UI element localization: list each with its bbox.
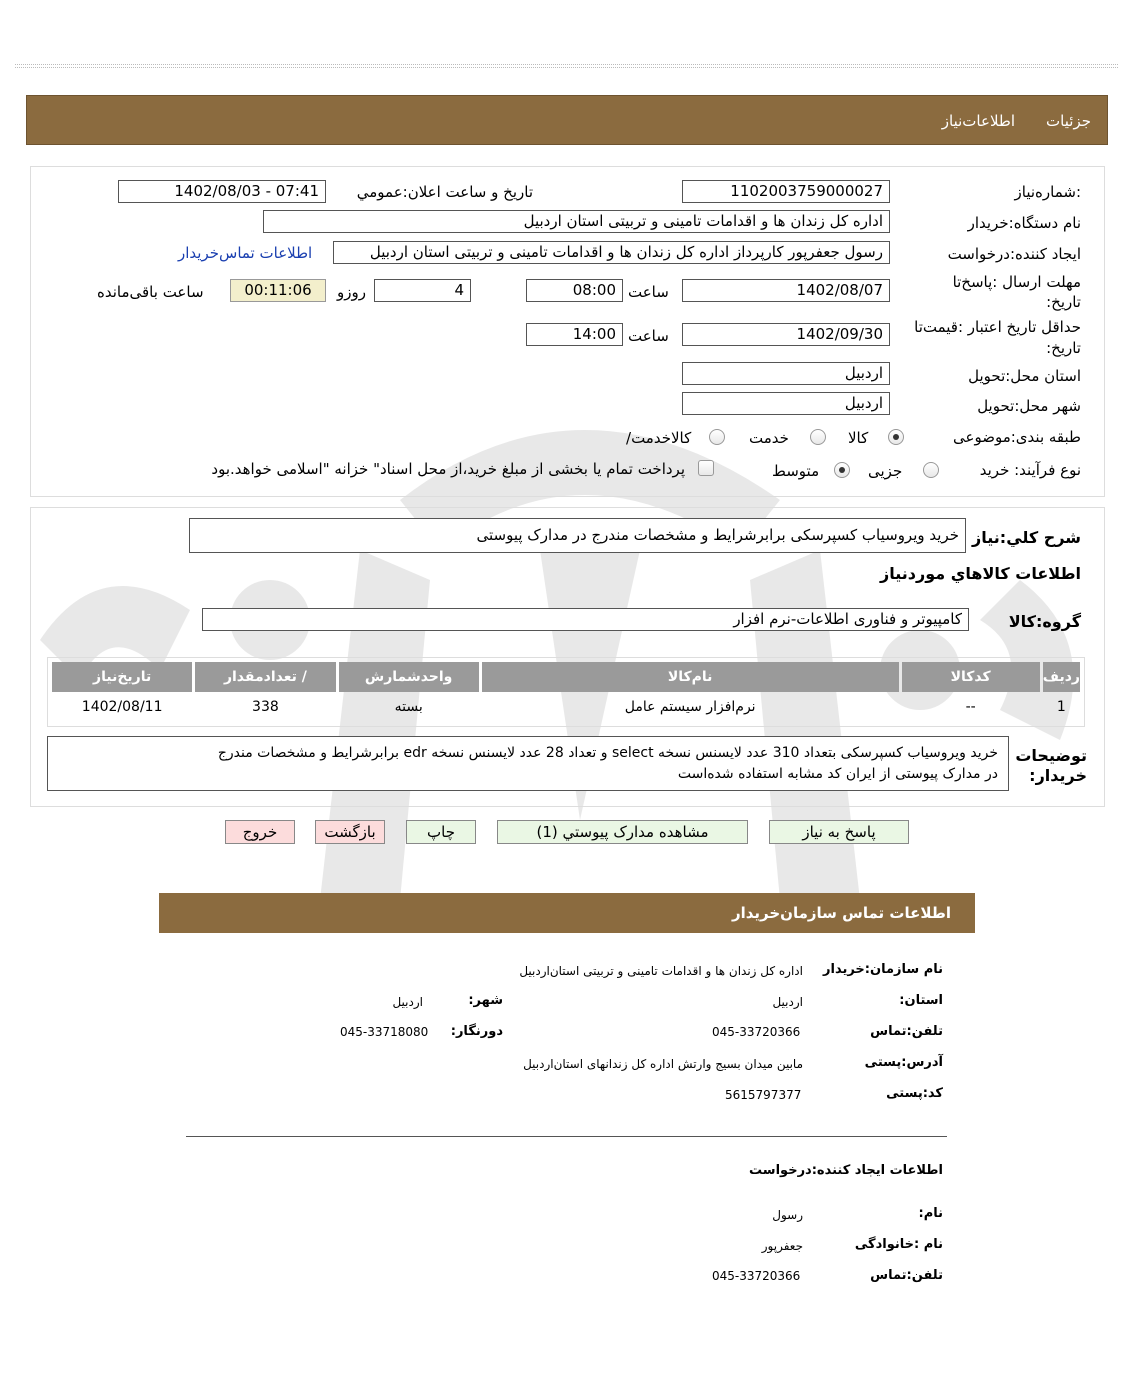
col-name: نام‌کالا	[482, 662, 899, 692]
announce-date-field: 1402/08/03 - 07:41	[118, 180, 326, 203]
buyer-notes-box	[47, 736, 1009, 791]
process-medium-label: متوسط	[772, 462, 820, 480]
tab-details[interactable]: جزئیات	[1046, 112, 1091, 130]
province-field: اردبیل	[682, 362, 890, 385]
print-button[interactable]: چاپ	[406, 820, 476, 844]
goods-info-title: اطلاعات کالاهاي موردنیاز	[880, 564, 1081, 583]
back-button[interactable]: بازگشت	[315, 820, 385, 844]
section-divider	[186, 1136, 947, 1137]
creator-info-title: اطلاعات ایجاد کننده:درخواست	[749, 1163, 943, 1178]
tab-need-info[interactable]: اطلاعات‌نیاز	[941, 112, 1015, 130]
need-number-label: شماره‌نیاز:	[1014, 183, 1081, 201]
category-label: طبقه بندی:موضوعی	[953, 428, 1081, 446]
col-unit: واحدشمارش	[339, 662, 479, 692]
announce-date-label: تاریخ و ساعت اعلان:عمومي	[356, 183, 533, 201]
cell-code: --	[965, 699, 976, 715]
contact-phone-value: 045-33720366	[712, 1025, 801, 1039]
remaining-timer: 00:11:06	[230, 279, 326, 302]
category-goods-label: کالا	[848, 429, 869, 447]
cell-date: 1402/08/11	[81, 699, 163, 715]
contact-org-label: نام سازمان:خریدار	[823, 962, 943, 977]
creator-phone-value: 045-33720366	[712, 1269, 801, 1283]
buyer-contact-link[interactable]: اطلاعات تماس‌خریدار	[178, 244, 313, 262]
items-table	[49, 659, 1083, 722]
buyer-notes-label-1: توضیحات	[1015, 746, 1087, 765]
contact-province-label: :استان	[899, 993, 943, 1008]
creator-family-label: نام :خانوادگی	[854, 1237, 943, 1252]
reply-button[interactable]: پاسخ به نیاز	[769, 820, 909, 844]
creator-name-value: رسول	[772, 1208, 803, 1222]
top-divider	[15, 64, 1118, 68]
creator-field: رسول جعفرپور کارپرداز اداره کل زندان ها و اقدامات تامینی و تربیتی استان اردبیل	[333, 241, 890, 264]
general-desc-field: خرید ویروسیاب کسپرسکی برابرشرایط و مشخصات مندرج در مدارک پیوستی	[189, 518, 966, 553]
category-goods-radio[interactable]	[888, 429, 904, 445]
details-header	[26, 95, 1108, 145]
need-number-field: 1102003759000027	[682, 180, 890, 203]
deadline-time-field: 08:00	[526, 279, 623, 302]
payment-checkbox[interactable]	[698, 460, 714, 476]
col-quantity: / تعدادمقدار	[195, 662, 335, 692]
process-medium-radio[interactable]	[834, 462, 850, 478]
contact-fax-label: :دورنگار	[450, 1024, 503, 1039]
contact-postal-value: 5615797377	[725, 1088, 802, 1102]
col-code: کدکالا	[902, 662, 1040, 692]
validity-label-2: :تاریخ	[1046, 339, 1081, 357]
exit-button[interactable]: خروج	[225, 820, 295, 844]
city-field: اردبیل	[682, 392, 890, 415]
col-row: ردیف	[1043, 662, 1080, 692]
deadline-label-2: :تاریخ	[1046, 293, 1081, 311]
buyer-org-field: اداره کل زندان ها و اقدامات تامینی و تربیتی استان اردبیل	[263, 210, 890, 233]
contact-org-value: اداره کل زندان ها و اقدامات تامینی و تربیتی استان‌اردبیل	[519, 964, 803, 978]
contact-phone-label: تلفن:تماس	[870, 1024, 943, 1039]
view-documents-button[interactable]: مشاهده مدارک پیوستي (1)	[497, 820, 748, 844]
creator-label: ایجاد کننده:درخواست	[947, 245, 1081, 263]
contact-header	[159, 893, 975, 933]
validity-time-field: 14:00	[526, 323, 623, 346]
cell-unit: بسته	[394, 699, 423, 715]
cell-quantity: 338	[252, 699, 279, 715]
contact-city-value: اردبیل	[392, 995, 423, 1009]
category-service-radio[interactable]	[810, 429, 826, 445]
contact-title: اطلاعات تماس سازمان‌خریدار	[731, 904, 951, 922]
days-label: روزو	[337, 283, 366, 301]
table-row	[52, 695, 1080, 719]
deadline-label-1: مهلت ارسال :پاسخ‌تا	[952, 273, 1081, 291]
goods-group-field: کامپیوتر و فناوری اطلاعات-نرم افزار	[202, 608, 969, 631]
city-label: شهر محل:تحویل	[977, 397, 1081, 415]
contact-fax-value: 045-33718080	[340, 1025, 429, 1039]
contact-postal-label: کد:پستی	[886, 1086, 943, 1101]
contact-province-value: اردبیل	[772, 995, 803, 1009]
buyer-notes-line2: در مدارک پیوستی از ایران کد مشابه استفاده شده‌است	[677, 766, 998, 782]
creator-family-value: جعفرپور	[761, 1239, 803, 1253]
validity-label-1: حداقل تاریخ اعتبار :قیمت‌تا	[914, 318, 1081, 336]
creator-phone-label: تلفن:تماس	[870, 1268, 943, 1283]
deadline-time-label: ساعت	[628, 283, 669, 301]
category-goods-service-radio[interactable]	[709, 429, 725, 445]
process-minor-radio[interactable]	[923, 462, 939, 478]
province-label: استان محل:تحویل	[968, 367, 1081, 385]
goods-group-label: گروه:کالا	[1008, 612, 1081, 631]
contact-address-value: مابین میدان بسیج وارتش اداره کل زندانهای استان‌اردبیل	[523, 1057, 803, 1071]
payment-note: پرداخت تمام یا بخشی از مبلغ خرید،از محل اسناد" خزانه "اسلامی خواهد.بود	[211, 460, 685, 478]
category-service-label: خدمت	[749, 429, 789, 447]
buyer-notes-line1: خرید ویروسیاب کسپرسکی بتعداد 310 عدد لایسنس نسخه select و تعداد 28 عدد لایسنس نسخه edr برابرشرایط و مشخصات مندرج	[217, 745, 998, 761]
general-desc-label: شرح کلي:نیاز	[972, 528, 1081, 547]
category-goods-service-label: /کالاخدمت	[626, 429, 692, 447]
process-label: نوع فرآیند: خرید	[979, 461, 1081, 479]
contact-city-label: :شهر	[468, 993, 503, 1008]
days-field: 4	[374, 279, 471, 302]
table-header-row	[52, 662, 1080, 692]
buyer-org-label: نام دستگاه:خریدار	[967, 214, 1081, 232]
creator-name-label: :نام	[918, 1206, 943, 1221]
validity-time-label: ساعت	[628, 327, 669, 345]
process-minor-label: جزیی	[868, 462, 903, 480]
col-date: تاریخ‌نیاز	[52, 662, 192, 692]
cell-row: 1	[1056, 699, 1066, 715]
contact-address-label: آدرس:پستی	[864, 1055, 943, 1070]
remaining-label: ساعت باقی‌مانده	[97, 283, 204, 301]
validity-date-field: 1402/09/30	[682, 323, 890, 346]
cell-name: نرم‌افزار سیستم عامل	[624, 699, 756, 715]
buyer-notes-label-2: :خریدار	[1029, 766, 1087, 785]
deadline-date-field: 1402/08/07	[682, 279, 890, 302]
